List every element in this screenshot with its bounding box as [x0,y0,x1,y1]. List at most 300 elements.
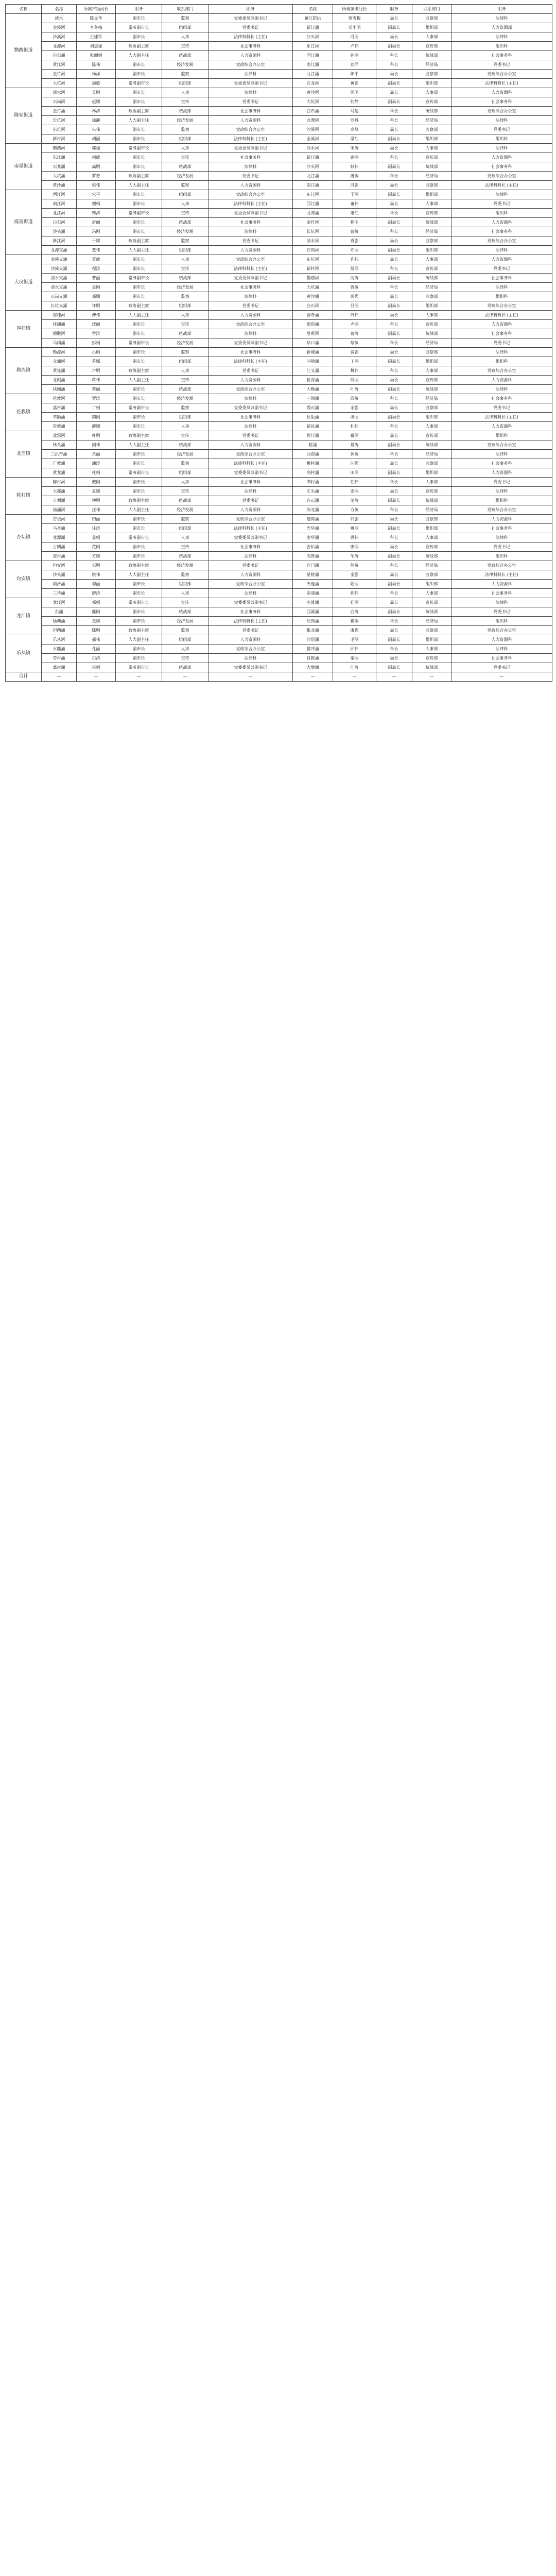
table-cell: 崔敏 [333,617,376,626]
table-cell: 科长 [376,209,412,218]
table-cell: 统战部 [162,162,208,172]
table-cell: 人力资源科 [208,116,293,125]
table-cell: 卢明 [77,366,116,376]
table-cell: 组织部 [412,79,451,88]
header-cell-2: 所属市级河长 [77,5,116,14]
table-cell: 人事 [162,478,208,487]
table-cell: 人事 [162,311,208,320]
river-chief-table [5,4,552,682]
table-cell: 金竹河 [42,70,77,79]
table-cell: 局长 [376,14,412,23]
table-cell: 局长 [376,311,412,320]
table-cell: 人大副主任 [116,116,162,125]
town-name-cell: 大良街道 [6,255,42,311]
table-cell: 金竹河 [293,218,333,227]
table-cell: 乐从河 [42,635,77,645]
table-cell: 副市长 [116,199,162,209]
table-cell: 法律科 [451,645,552,654]
header-cell-9: 联系部门 [412,5,451,14]
table-cell: 余强 [333,403,376,413]
table-cell: 经济发展 [162,617,208,626]
table-cell: 法律科 [451,283,552,292]
table-cell: 经济局 [412,60,451,70]
table-cell: 监察 [162,403,208,413]
table-cell: 副市长 [116,357,162,366]
table-row [6,292,552,301]
table-cell: 科长 [376,227,412,236]
table-cell: 副局长 [376,134,412,144]
table-cell: — [162,672,208,682]
table-cell: 人力资源科 [451,255,552,264]
table-cell: 姜丽 [333,487,376,496]
table-cell: 党政综合办公室 [208,580,293,589]
table-cell: 仕版涌 [293,413,333,422]
table-cell: 副市长 [116,654,162,663]
table-cell: 林头涌 [42,440,77,450]
town-name-cell: 合计 [6,672,42,682]
table-cell: 监察 [162,14,208,23]
table-cell: 法律科 [451,116,552,125]
table-cell: 局长 [376,32,412,42]
table-cell: 金强 [333,570,376,580]
table-cell: 孔丽 [77,645,116,654]
table-cell: 政协副主席 [116,42,162,51]
table-row [6,320,552,329]
table-cell: 党政综合办公室 [208,320,293,329]
table-cell: 陈伟 [77,60,116,70]
table-row [6,385,552,394]
table-row [6,348,552,357]
table-cell: 秦丽 [333,654,376,663]
table-cell: 杏坛河 [42,515,77,524]
table-cell: 光华涌 [293,524,333,533]
header-cell-4: 联系部门 [162,5,208,14]
table-cell: 星槎涌 [293,570,333,580]
table-cell: 经济局 [412,505,451,515]
table-cell: 刘洋 [333,60,376,70]
table-cell: 谢丽 [333,153,376,162]
table-cell: 唐丽 [77,218,116,227]
table-cell: 白石河 [293,301,333,311]
table-cell: 局长 [376,626,412,635]
table-cell: 北江河 [42,209,77,218]
table-row [6,107,552,116]
table-cell: 郝伟 [77,635,116,645]
table-cell: 副局长 [376,468,412,478]
table-cell: 萧敏 [77,255,116,264]
table-cell: 党政综合办公室 [451,236,552,246]
table-cell: 北江涌 [293,70,333,79]
table-cell: 统战部 [412,385,451,394]
table-row [6,227,552,236]
table-cell: — [42,672,77,682]
table-cell: 吴刚 [77,88,116,97]
table-cell: 水藤涌 [42,645,77,654]
table-cell: 容桂河 [42,311,77,320]
table-cell: 沙头河 [293,162,333,172]
table-cell: 徐静 [77,116,116,125]
table-cell: 冯强 [333,181,376,190]
table-cell: 科长 [376,394,412,403]
table-row [6,617,552,626]
table-cell: 统战部 [412,51,451,60]
table-cell: 党委书记 [451,338,552,348]
table-cell: 人力资源科 [451,218,552,227]
header-cell-1: 名称 [42,5,77,14]
table-cell: 大坑河 [42,79,77,88]
table-cell: 副市长 [116,190,162,199]
table-cell: 常务副市长 [116,144,162,153]
table-cell: 局长 [376,181,412,190]
table-cell: 常教涌 [42,422,77,431]
table-cell: 宣传部 [412,209,451,218]
table-cell: 沈丽 [77,320,116,329]
table-cell: 副市长 [116,394,162,403]
table-cell: 仙涌河 [42,505,77,515]
table-cell: 高村涌 [293,468,333,478]
table-cell: 党委委员兼副书记 [208,403,293,413]
table-cell: 龙江河 [42,598,77,607]
table-cell: 郝伟 [333,589,376,598]
table-cell: 石岗河 [293,246,333,255]
table-cell: 人力资源科 [451,468,552,478]
table-cell: 黄沙涌 [42,181,77,190]
table-cell: 经济局 [412,116,451,125]
table-cell: 人力资源科 [208,181,293,190]
table-cell: 党委委员兼副书记 [208,14,293,23]
table-cell: 傅丽 [333,264,376,274]
header-cell-8: 职务 [376,5,412,14]
table-cell: 宣传部 [412,153,451,162]
table-cell: 石龙河 [293,79,333,88]
table-cell: 党委委员兼副书记 [208,274,293,283]
table-row [6,274,552,283]
table-cell: 沙滘涌 [293,635,333,645]
table-cell: 经济局 [412,227,451,236]
table-cell: 江义涌 [293,366,333,376]
table-cell: 社会事务科 [208,348,293,357]
table-cell: 法律科科长 (主任) [208,524,293,533]
table-cell: 方敏 [333,505,376,515]
table-cell: 党委书记 [451,607,552,617]
table-cell: 党政综合办公室 [208,645,293,654]
table-cell: 勒流河 [42,348,77,357]
table-row [6,672,552,682]
table-cell: 朱伟 [77,125,116,134]
table-cell: 于娜 [77,236,116,246]
table-cell: 蔡丽 [77,385,116,394]
table-cell: 曾涛 [77,329,116,338]
table-cell: 蒋伟 [77,376,116,385]
table-cell: 党委委员兼副书记 [208,144,293,153]
table-cell: 宣传部 [412,487,451,496]
table-cell: 东江涌 [42,153,77,162]
table-cell: 黄龙涌 [42,468,77,478]
table-row [6,496,552,505]
table-cell: 法律科 [451,385,552,394]
table-cell: 法律科科长 (主任) [451,181,552,190]
table-cell: 统战部 [412,607,451,617]
table-cell: 傅伟 [77,311,116,320]
table-cell: 经济发展 [162,283,208,292]
table-cell: 常务副市长 [116,663,162,672]
table-row [6,570,552,580]
table-row [6,218,552,227]
table-cell: 白石涌 [293,496,333,505]
table-cell: 统战部 [162,440,208,450]
table-cell: 人大副主任 [116,51,162,60]
table-cell: 人事部 [412,311,451,320]
table-cell: 科长 [376,107,412,116]
table-cell: 曾敏 [333,283,376,292]
table-row [6,283,552,292]
table-cell: 监察部 [412,403,451,413]
table-cell: 大坑涌 [42,172,77,181]
table-cell: 经济局 [412,617,451,626]
table-cell: 副局长 [376,524,412,533]
table-cell: 杜伟 [333,422,376,431]
table-cell: 大都涌 [42,487,77,496]
table-cell: 组织科 [451,617,552,626]
table-cell: 副局长 [376,162,412,172]
table-cell: 副市长 [116,255,162,264]
table-cell: 曹丽 [77,274,116,283]
table-cell: 伦教河 [42,394,77,403]
table-cell: 组织部 [412,23,451,32]
table-cell: 吕刚 [77,348,116,357]
table-cell: 南浦涌 [293,589,333,598]
table-cell: 党委委员兼副书记 [208,663,293,672]
table-cell: 组织部 [412,413,451,422]
table-cell: 社会事务科 [451,274,552,283]
table-cell: 局长 [376,348,412,357]
table-cell: 组织科 [451,552,552,561]
table-cell: 人力资源科 [208,440,293,450]
table-cell: 党委书记 [451,125,552,134]
table-cell: 党委书记 [208,626,293,635]
table-cell: 夏涛 [333,440,376,450]
table-cell: 党政综合办公室 [208,190,293,199]
table-cell: 组织科 [451,496,552,505]
table-cell: 南江涌 [293,181,333,190]
table-cell: 副局长 [376,23,412,32]
table-cell: 党政综合办公室 [451,366,552,376]
table-cell: 韩伟 [333,162,376,172]
table-row [6,23,552,32]
table-cell: 科长 [376,617,412,626]
table-cell: 统战部 [162,552,208,561]
table-cell: 桂洲涌 [42,320,77,329]
table-cell: 大坑河 [293,97,333,107]
table-cell: 党政综合办公室 [208,450,293,459]
table-cell: 石岗支涌 [42,292,77,301]
table-cell: 刘志强 [77,42,116,51]
table-cell: 姚丽 [333,524,376,533]
table-cell: 宣传部 [412,431,451,440]
table-cell: 林涛 [77,107,116,116]
table-cell: 统战部 [412,274,451,283]
table-cell: 法律科科长 (主任) [451,311,552,320]
table-cell: 廖涛 [77,589,116,598]
table-cell: 党委委员兼副书记 [208,209,293,218]
table-cell: 科长 [376,116,412,125]
table-cell: 三洪奇涌 [42,450,77,459]
table-cell: — [116,672,162,682]
table-row [6,654,552,663]
table-cell: 法律科科长 (主任) [208,199,293,209]
table-cell: 经济发展 [162,172,208,181]
table-cell: 马超 [333,107,376,116]
table-cell: 黄沙涌 [293,292,333,301]
table-cell: 组织部 [162,357,208,366]
table-row [6,88,552,97]
table-cell: 科长 [376,561,412,570]
table-cell: 于丽 [333,190,376,199]
table-cell: 党委书记 [451,543,552,552]
table-body [6,14,552,682]
header-cell-7: 所属镇级河长 [333,5,376,14]
table-cell: 党委书记 [208,561,293,570]
table-cell: 经济发展 [162,116,208,125]
table-cell: 党政综合办公室 [208,255,293,264]
table-cell: 人大副主任 [116,376,162,385]
table-cell: 科长 [376,153,412,162]
table-cell: 宣传 [162,209,208,218]
table-cell: 贾强 [333,348,376,357]
table-cell: 石龙涌 [42,162,77,172]
table-cell: 彭强 [333,292,376,301]
table-cell: 党政综合办公室 [451,626,552,635]
table-cell: 宣传 [162,598,208,607]
table-cell: 戴丽 [333,431,376,440]
table-cell: 科长 [376,172,412,181]
table-cell: 副市长 [116,515,162,524]
table-cell: 宣传部 [412,320,451,329]
table-cell: 吕丽 [333,301,376,311]
table-cell: 社会事务科 [208,42,293,51]
table-cell: 杜娟 [77,468,116,478]
table-row [6,598,552,607]
table-cell: 庄头涌 [293,487,333,496]
table-cell: 常务副市长 [116,209,162,218]
table-cell: 党委书记 [451,264,552,274]
table-cell: 胡丽 [77,134,116,144]
table-cell: 龙潭河 [293,116,333,125]
table-cell: 人事部 [412,88,451,97]
table-row [6,199,552,209]
table-cell: 何敏 [77,153,116,162]
table-cell: 大晚涌 [293,385,333,394]
table-row [6,524,552,533]
table-cell: 科长 [376,505,412,515]
table-cell: 组织科 [451,357,552,366]
table-row [6,459,552,468]
table-cell: 郭明 [333,88,376,97]
table-cell: 任伟 [333,478,376,487]
table-row [6,209,552,218]
table-cell: 副局长 [376,635,412,645]
table-cell: 杨洋 [77,70,116,79]
table-cell: 人事部 [412,199,451,209]
table-cell: 宣传 [162,543,208,552]
table-cell: 人事 [162,645,208,654]
table-cell: 政协副主席 [116,561,162,570]
table-cell: 罗丹 [333,116,376,125]
table-cell: 马齐涌 [42,524,77,533]
table-cell: 沙溪河 [42,32,77,42]
table-cell: 科长 [376,478,412,487]
table-cell: 人事部 [412,144,451,153]
table-row [6,14,552,23]
table-cell: 魏刚 [77,413,116,422]
table-cell: 副市长 [116,264,162,274]
table-cell: 科长 [376,60,412,70]
table-row [6,589,552,598]
table-cell: 华口涌 [293,338,333,348]
table-cell: 逢简涌 [293,515,333,524]
table-cell: 法律科 [451,144,552,153]
table-cell: 宣传 [162,320,208,329]
table-cell: 人力资源科 [208,635,293,645]
table-cell: 监察 [162,70,208,79]
table-cell: 副市长 [116,543,162,552]
table-cell: 党政综合办公室 [451,70,552,79]
table-cell: 法律科 [451,190,552,199]
table-cell: 经济发展 [162,60,208,70]
table-cell: — [333,672,376,682]
table-cell: 科长 [376,589,412,598]
table-cell: 法律科科长 (主任) [208,459,293,468]
table-cell: 沙头河 [293,32,333,42]
table-row [6,42,552,51]
table-cell: 统战部 [412,440,451,450]
table-cell: 龙潭涌 [42,533,77,543]
table-cell: 法律科 [451,487,552,496]
table-cell: 稔海涌 [293,376,333,385]
table-cell: 副局长 [376,496,412,505]
table-row [6,515,552,524]
table-cell: 党委书记 [451,478,552,487]
table-cell: 统战部 [412,663,451,672]
table-cell: 社会事务科 [208,413,293,422]
table-cell: 新江涌 [293,23,333,32]
table-cell: 天连涌 [293,580,333,589]
table-cell: 人事 [162,199,208,209]
table-row [6,580,552,589]
table-cell: 仙塘涌 [42,617,77,626]
table-cell: 副市长 [116,422,162,431]
table-cell: 法律科科长 (主任) [451,79,552,88]
table-cell: 组织科 [451,431,552,440]
table-cell: 人力资源科 [451,422,552,431]
table-row [6,51,552,60]
table-cell: 曹敏 [333,227,376,236]
table-cell: 副市长 [116,134,162,144]
table-cell: 袁刚 [77,283,116,292]
table-row [6,125,552,134]
table-cell: 宣传部 [412,543,451,552]
table-cell: 人事 [162,589,208,598]
table-row [6,79,552,88]
table-cell: 组织部 [162,190,208,199]
town-name-cell: 杏坛镇 [6,515,42,561]
table-cell: 监察 [162,292,208,301]
table-cell: 长坑河 [42,116,77,125]
table-cell: 经济局 [412,561,451,570]
table-cell: 夏娜 [77,487,116,496]
table-cell: 人事部 [412,255,451,264]
table-row [6,394,552,403]
